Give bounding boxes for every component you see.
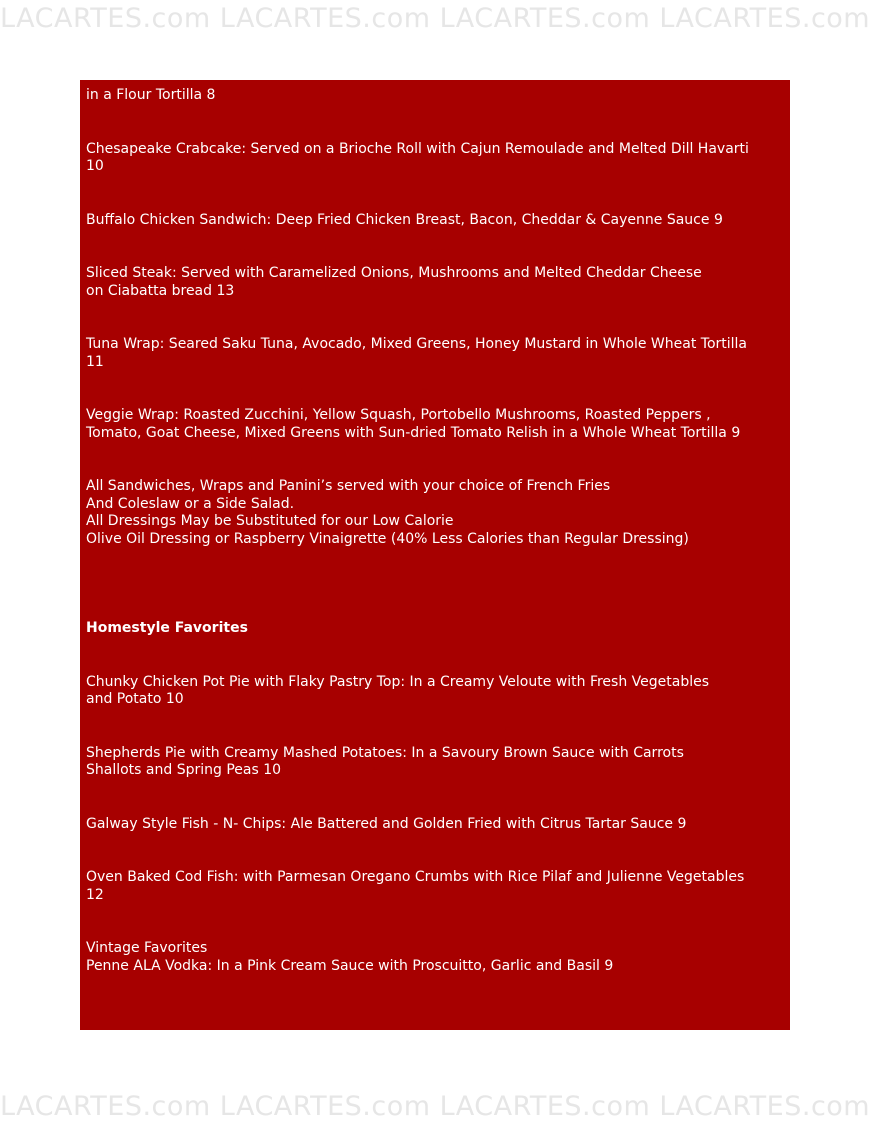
menu-item-line: Chesapeake Crabcake: Served on a Brioche Roll with Cajun Remoulade and Melted Dill Havarti (86, 140, 749, 157)
menu-item-sliced-steak (86, 265, 784, 300)
note-line: And Coleslaw or a Side Salad. (86, 495, 295, 512)
menu-item-crabcake (86, 141, 784, 176)
menu-item-line: Tomato, Goat Cheese, Mixed Greens with Sun-dried Tomato Relish in a Whole Wheat Tortilla 9 (86, 424, 741, 441)
menu-item-line: on Ciabatta bread 13 (86, 282, 235, 299)
note-line: All Sandwiches, Wraps and Panini’s served with your choice of French Fries (86, 478, 611, 494)
menu-item-pot-pie (86, 674, 784, 709)
menu-item-line: Buffalo Chicken Sandwich: Deep Fried Chicken Breast, Bacon, Cheddar & Cayenne Sauce 9 (86, 211, 723, 228)
menu-item-line: Veggie Wrap: Roasted Zucchini, Yellow Squash, Portobello Mushrooms, Roasted Peppers , (86, 407, 711, 423)
menu-item-cod-fish (86, 869, 784, 904)
menu-item-line: 10 (86, 158, 104, 174)
menu-item-tuna-wrap (86, 336, 784, 371)
menu-item-line: Sliced Steak: Served with Caramelized Onions, Mushrooms and Melted Cheddar Cheese (86, 265, 702, 281)
menu-panel (80, 80, 790, 1030)
watermark-top: LACARTES.com LACARTES.com LACARTES.com LACARTES.com (0, 3, 870, 34)
vintage-heading-line: Vintage Favorites (86, 940, 208, 956)
watermark-bottom: LACARTES.com LACARTES.com LACARTES.com LACARTES.com (0, 1091, 870, 1122)
section-heading: Homestyle Favorites (86, 620, 248, 636)
menu-item-line: Galway Style Fish - N- Chips: Ale Battered and Golden Fried with Citrus Tartar Sauce 9 (86, 815, 687, 832)
menu-item-fish-n-chips (86, 816, 784, 834)
menu-item-line: 12 (86, 886, 104, 903)
menu-item-line: Shallots and Spring Peas 10 (86, 762, 282, 778)
menu-item-line: Tuna Wrap: Seared Saku Tuna, Avocado, Mixed Greens, Honey Mustard in Whole Wheat Tortilla (86, 336, 748, 352)
note-line: All Dressings May be Substituted for our Low Calorie (86, 513, 454, 529)
menu-item-line: 11 (86, 353, 104, 370)
menu-item-veggie-wrap (86, 407, 784, 442)
menu-item-buffalo-chicken (86, 212, 784, 230)
menu-item-line: Shepherds Pie with Creamy Mashed Potatoes: In a Savoury Brown Sauce with Carrots (86, 744, 684, 761)
vintage-favorites (86, 940, 784, 975)
sides-note (86, 478, 784, 548)
section-heading-homestyle (86, 620, 784, 638)
menu-item-line: Oven Baked Cod Fish: with Parmesan Oregano Crumbs with Rice Pilaf and Julienne Vegetables (86, 869, 745, 885)
menu-item-shepherds-pie (86, 745, 784, 780)
intro-tail-line: in a Flour Tortilla 8 (86, 87, 216, 103)
menu-item-line: and Potato 10 (86, 691, 184, 707)
menu-item-line: Penne ALA Vodka: In a Pink Cream Sauce with Proscuitto, Garlic and Basil 9 (86, 957, 614, 974)
note-line: Olive Oil Dressing or Raspberry Vinaigrette (40% Less Calories than Regular Dressing) (86, 530, 689, 547)
menu-item-line: Chunky Chicken Pot Pie with Flaky Pastry Top: In a Creamy Veloute with Fresh Vegetables (86, 673, 710, 690)
